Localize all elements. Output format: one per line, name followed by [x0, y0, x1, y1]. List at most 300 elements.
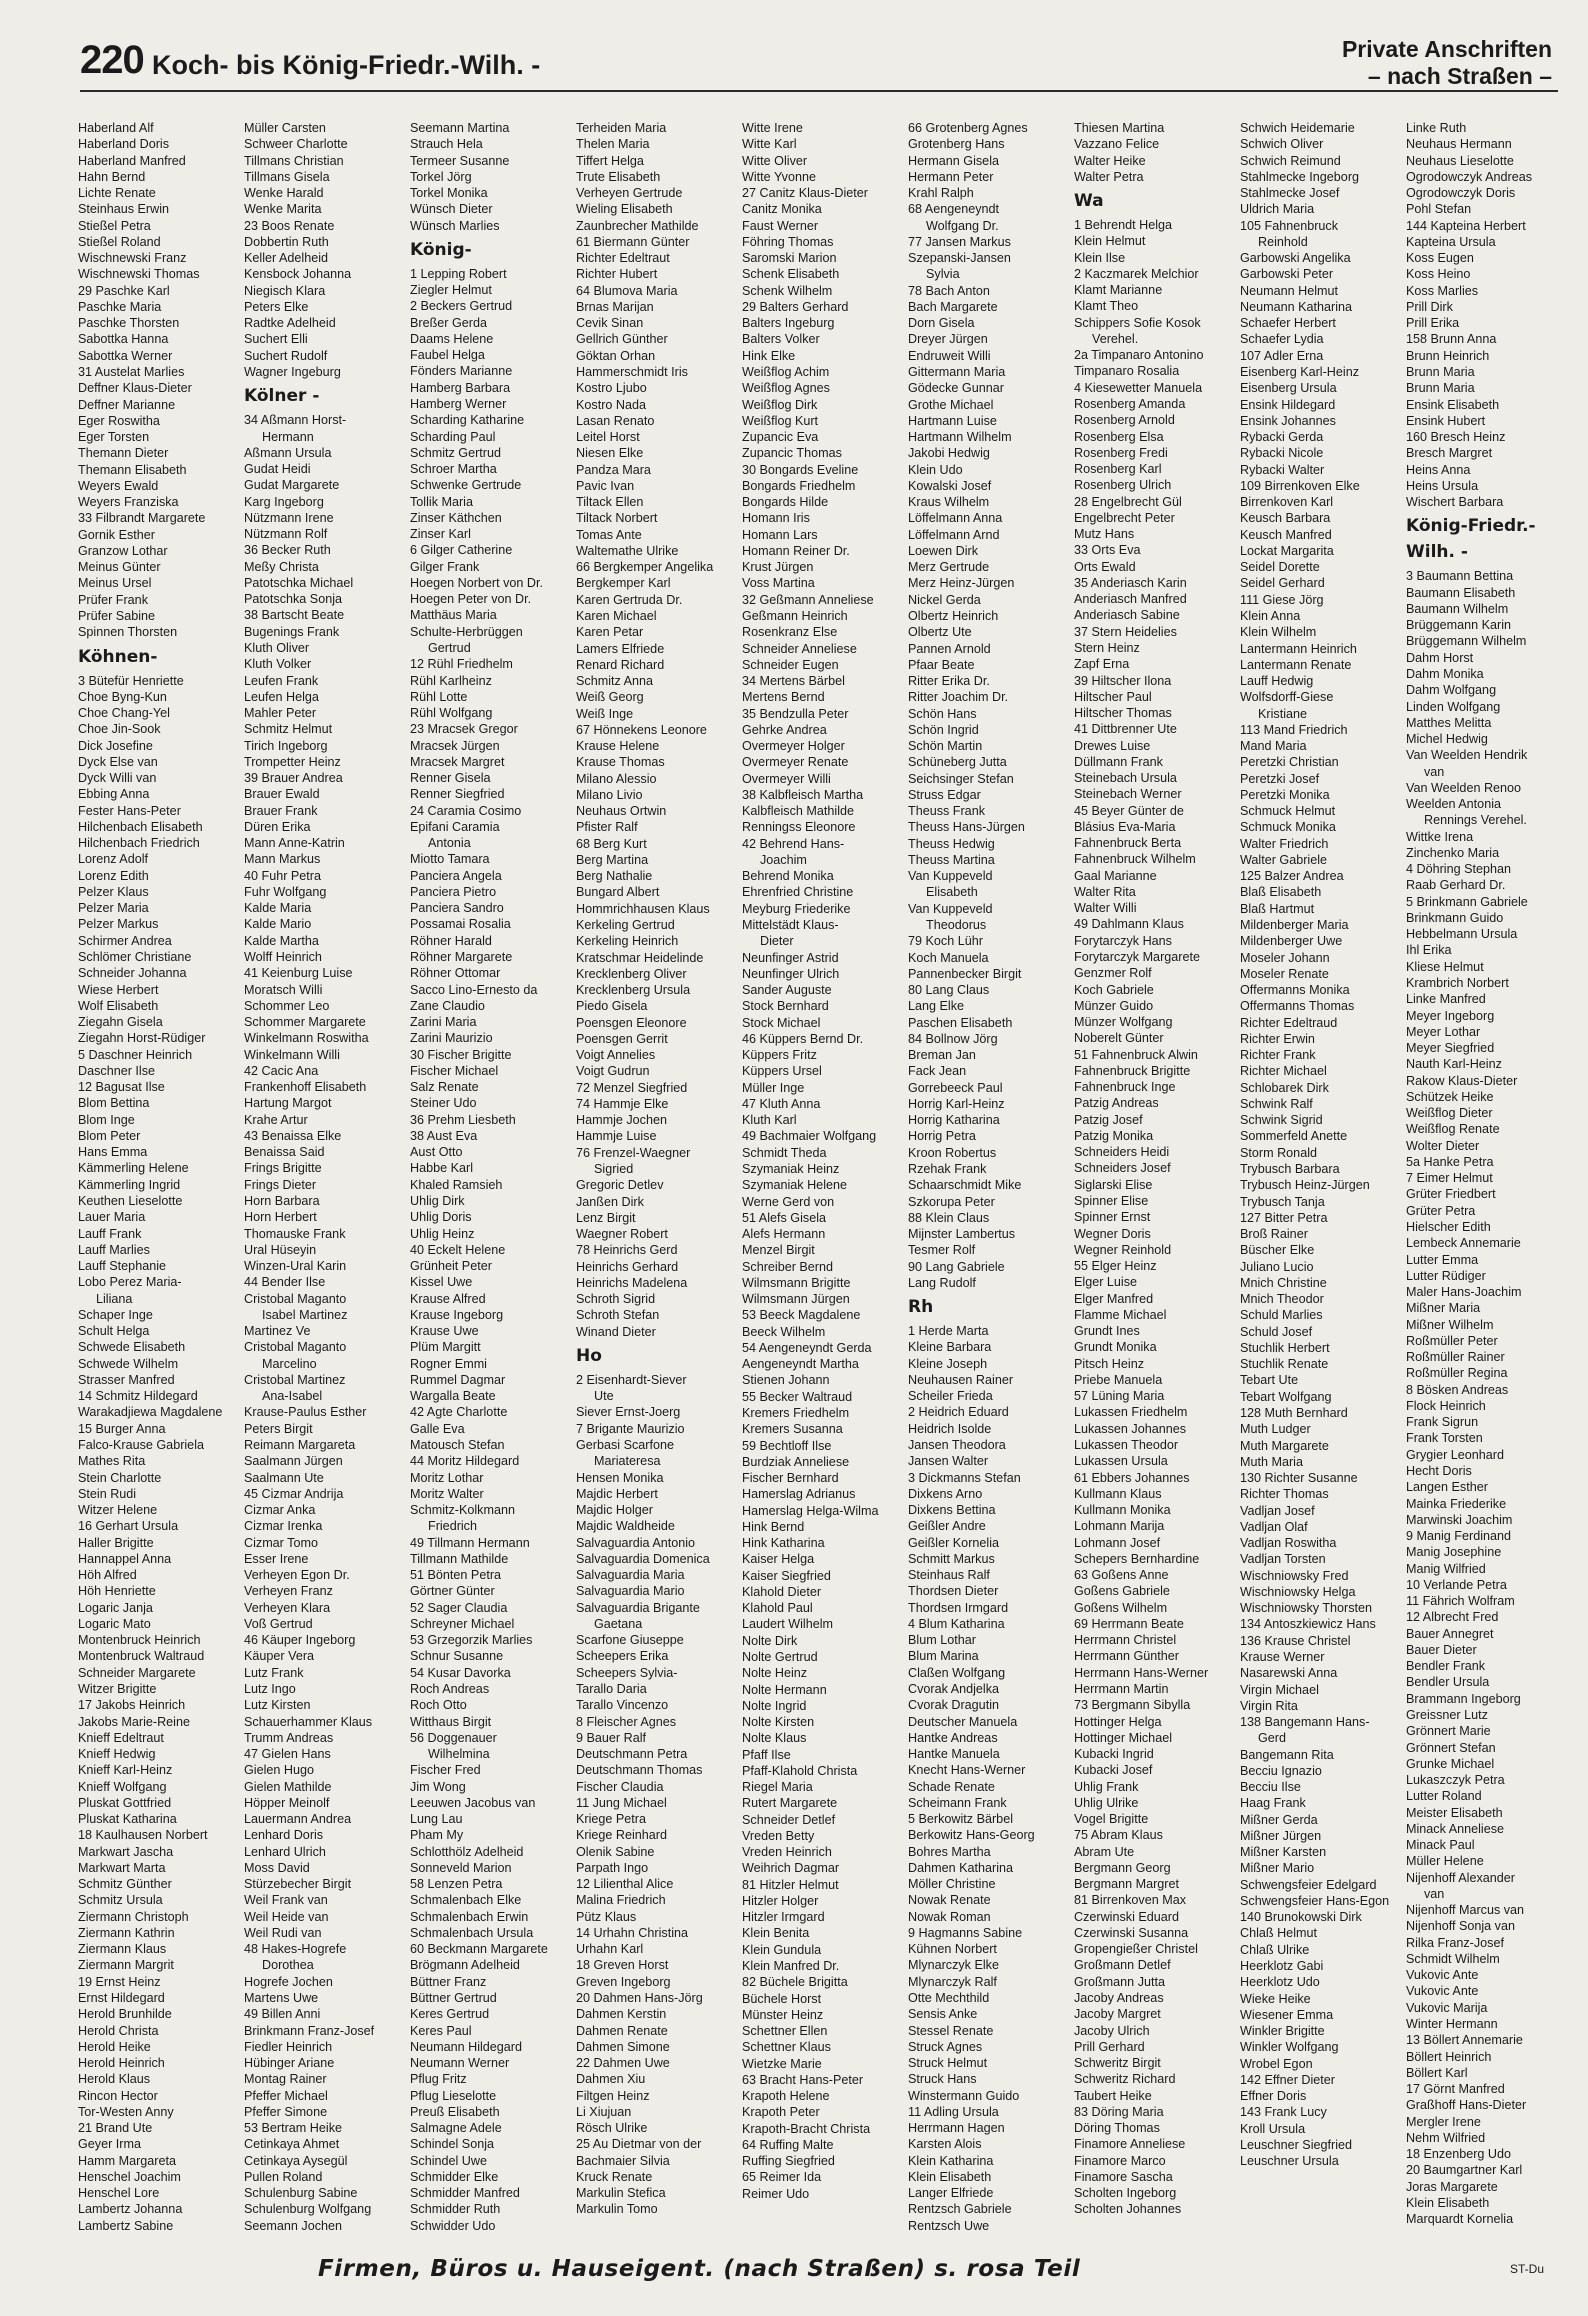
directory-entry: Lenz Birgit	[576, 1210, 636, 1225]
directory-entry: Koss Eugen	[1406, 251, 1474, 266]
directory-entry: Schmidt Theda	[742, 1145, 827, 1160]
directory-entry: Kraus Wilhelm	[908, 495, 990, 510]
directory-entry: Heinrichs Gerhard	[576, 1259, 679, 1274]
directory-entry: Verheyen Klara	[244, 1600, 331, 1615]
directory-entry: Wolff Heinrich	[244, 950, 322, 965]
directory-entry: 17 Jakobs Heinrich	[78, 1698, 186, 1713]
directory-entry: 57 Lüning Maria	[1074, 1389, 1165, 1404]
directory-entry: Nützmann Rolf	[244, 527, 328, 542]
directory-entry: Mlynarczyk Ralf	[908, 1974, 997, 1989]
directory-entry: 4 Blum Katharina	[908, 1616, 1005, 1631]
directory-entry: Wegner Doris	[1074, 1226, 1151, 1241]
directory-entry: Mertens Bernd	[742, 690, 825, 705]
directory-entry: Balters Volker	[742, 332, 820, 347]
directory-entry: Lutz Ingo	[244, 1681, 296, 1696]
directory-entry: Tomas Ante	[576, 527, 642, 542]
directory-entry: Mlynarczyk Elke	[908, 1958, 999, 1973]
directory-entry: Stein Charlotte	[78, 1470, 162, 1485]
directory-entry: 11 Fährich Wolfram	[1406, 1594, 1515, 1609]
directory-entry: 66 Grotenberg Agnes	[908, 121, 1028, 135]
directory-entry: Trompetter Heinz	[244, 754, 341, 769]
directory-entry: Koch Gabriele	[1074, 982, 1154, 997]
directory-entry: 39 Hiltscher Ilona	[1074, 673, 1172, 688]
directory-entry: Renner Siegfried	[410, 787, 505, 802]
directory-entry: Lauermann Andrea	[244, 1812, 352, 1827]
directory-entry: 127 Bitter Petra	[1240, 1210, 1328, 1225]
directory-entry: Behrend Monika	[742, 869, 834, 884]
directory-entry: 49 Billen Anni	[244, 2007, 321, 2022]
directory-entry: Pluskat Gottfried	[78, 1795, 172, 1810]
directory-entry: Steiner Udo	[410, 1096, 477, 1111]
directory-entry: Dick Josefine	[78, 738, 153, 753]
directory-entry: Uhlig Dirk	[410, 1194, 465, 1208]
directory-entry: Richter Hubert	[576, 267, 658, 282]
directory-entry: Piedo Gisela	[576, 999, 648, 1014]
directory-entry: Steinebach Werner	[1074, 787, 1182, 802]
directory-entry: 38 Aust Eva	[410, 1128, 478, 1143]
directory-entry: Matthes Melitta	[1406, 715, 1492, 730]
directory-entry: Jakobs Marie-Reine	[78, 1714, 190, 1729]
directory-entry: Heins Anna	[1406, 462, 1471, 477]
directory-entry: Mildenberger Uwe	[1240, 934, 1343, 949]
directory-entry: Schroer Martha	[410, 462, 497, 477]
directory-entry: 107 Adler Erna	[1240, 348, 1324, 363]
directory-entry: Gilger Frank	[410, 559, 480, 574]
directory-entry-continuation: Mariateresa	[594, 1454, 661, 1469]
directory-entry: Leuschner Siegfried	[1240, 2137, 1353, 2152]
directory-entry: Großmann Detlef	[1074, 1958, 1171, 1973]
directory-entry: Kriege Reinhard	[576, 1828, 668, 1843]
directory-entry: Ritter Erika Dr.	[908, 674, 990, 689]
directory-entry: Parpath Ingo	[576, 1860, 649, 1875]
directory-entry: Eisenberg Ursula	[1240, 381, 1337, 396]
directory-entry: Olbertz Heinrich	[908, 608, 999, 623]
directory-entry: Küppers Ursel	[742, 1064, 822, 1079]
directory-entry: Krahl Ralph	[908, 186, 974, 201]
directory-entry: Lukassen Johannes	[1074, 1421, 1187, 1436]
directory-entry: Wargalla Beate	[410, 1389, 496, 1404]
directory-entry: Mainka Friederike	[1406, 1496, 1507, 1511]
directory-entry: 7 Eimer Helmut	[1406, 1171, 1493, 1186]
directory-entry: Stuchlik Renate	[1240, 1357, 1329, 1372]
directory-entry: 51 Bönten Petra	[410, 1568, 502, 1583]
directory-entry: 44 Moritz Hildegard	[410, 1454, 520, 1469]
directory-entry: Seidel Dorette	[1240, 560, 1320, 575]
directory-entry: Pannen Arnold	[908, 641, 991, 656]
directory-entry: Stahlmecke Ingeborg	[1240, 169, 1360, 184]
directory-entry: Schommer Margarete	[244, 1015, 366, 1030]
directory-column	[576, 120, 742, 2238]
directory-entry: Broß Rainer	[1240, 1227, 1308, 1242]
directory-entry: 88 Klein Claus	[908, 1210, 990, 1225]
directory-entry: 22 Dahmen Uwe	[576, 2056, 670, 2071]
directory-entry: 47 Kluth Anna	[742, 1096, 821, 1111]
directory-entry: Scharding Katharine	[410, 413, 525, 428]
directory-entry: Hink Elke	[742, 348, 796, 363]
directory-entry: Kluth Volker	[244, 657, 312, 672]
directory-entry: Ensink Hubert	[1406, 413, 1486, 428]
directory-entry: Steinebach Ursula	[1074, 771, 1177, 786]
directory-entry: Cevik Sinan	[576, 316, 644, 331]
directory-entry: 60 Beckmann Margarete	[410, 1942, 548, 1957]
directory-entry: 1 Lepping Robert	[410, 266, 507, 281]
directory-entry: Neumann Katharina	[1240, 299, 1353, 314]
directory-entry: 54 Aengeneyndt Gerda	[742, 1340, 872, 1355]
directory-entry: Lantermann Heinrich	[1240, 641, 1357, 656]
directory-entry: Geißler Kornelia	[908, 1535, 999, 1550]
directory-entry: Brnas Marijan	[576, 299, 654, 314]
directory-entry: Fischer Fred	[410, 1763, 481, 1778]
directory-entry: Grotenberg Hans	[908, 137, 1005, 152]
directory-entry: Schippers Sofie Kosok	[1074, 315, 1201, 330]
directory-entry: Bachmaier Silvia	[576, 2153, 670, 2168]
directory-entry: Nasarewski Anna	[1240, 1666, 1338, 1681]
directory-entry: Linke Ruth	[1406, 121, 1467, 135]
directory-entry: Richter Erwin	[1240, 1031, 1315, 1046]
directory-entry: Eger Roswitha	[78, 413, 160, 428]
directory-entry: Brüggemann Wilhelm	[1406, 634, 1527, 649]
directory-entry: Brauer Ewald	[244, 787, 320, 802]
directory-entry: Moseler Renate	[1240, 966, 1329, 981]
directory-entry: Storm Ronald	[1240, 1145, 1317, 1160]
directory-entry: Föhring Thomas	[742, 234, 834, 249]
directory-entry: Cristobal Maganto	[244, 1291, 347, 1306]
directory-entry: 2 Kaczmarek Melchior	[1074, 266, 1199, 281]
directory-entry: 23 Mracsek Gregor	[410, 722, 518, 737]
directory-entry: Kissel Uwe	[410, 1275, 473, 1290]
directory-entry: Hilchenbach Friedrich	[78, 836, 200, 851]
directory-entry: Balters Ingeburg	[742, 316, 835, 331]
directory-entry: Tirich Ingeborg	[244, 738, 328, 753]
directory-entry: Hans Emma	[78, 1145, 148, 1160]
directory-entry: Prill Gerhard	[1074, 2039, 1145, 2054]
directory-entry: Kaiser Siegfried	[742, 1568, 831, 1583]
directory-entry: Schmuck Helmut	[1240, 804, 1336, 819]
page-footer	[0, 2250, 1588, 2300]
directory-entry: Schlömer Christiane	[78, 950, 192, 965]
directory-entry: 64 Blumova Maria	[576, 283, 678, 298]
directory-entry: Krecklenberg Oliver	[576, 966, 687, 981]
directory-entry: Patotschka Michael	[244, 575, 354, 590]
directory-entry: Berkowitz Hans-Georg	[908, 1828, 1035, 1843]
directory-entry: Brüggemann Karin	[1406, 618, 1512, 633]
directory-entry: Kroll Ursula	[1240, 2121, 1306, 2136]
directory-entry: Witzer Brigitte	[78, 1681, 157, 1696]
directory-entry: Schneider Eugen	[742, 657, 839, 672]
directory-entry: Kleine Barbara	[908, 1340, 992, 1355]
directory-entry: Torkel Monika	[410, 186, 488, 201]
directory-entry: Rincon Hector	[78, 2088, 158, 2103]
directory-entry: Radtke Adelheid	[244, 316, 336, 331]
directory-column	[742, 120, 908, 2238]
directory-entry: Krause Uwe	[410, 1324, 479, 1339]
directory-entry: Merz Heinz-Jürgen	[908, 576, 1015, 591]
directory-entry: Pflug Fritz	[410, 2072, 467, 2087]
directory-entry: Karen Petar	[576, 625, 644, 640]
directory-entry: Rosenberg Elsa	[1074, 429, 1164, 444]
directory-entry: Sacco Lino-Ernesto da	[410, 982, 538, 997]
directory-entry: Bergmann Margret	[1074, 1877, 1179, 1892]
directory-entry: Prüfer Sabine	[78, 608, 156, 623]
directory-entry: 4 Döhring Stephan	[1406, 862, 1512, 877]
directory-entry: 24 Caramia Cosimo	[410, 803, 522, 818]
directory-entry: 30 Bongards Eveline	[742, 462, 859, 477]
directory-entry: Hamerslag Adrianus	[742, 1487, 856, 1502]
directory-entry: Stießel Petra	[78, 218, 151, 233]
directory-entry: 160 Bresch Heinz	[1406, 430, 1506, 445]
directory-entry: Keusch Barbara	[1240, 511, 1331, 526]
directory-entry: Meßy Christa	[244, 559, 319, 574]
directory-entry: Keller Adelheid	[244, 251, 329, 266]
directory-entry: 41 Dittbrenner Ute	[1074, 722, 1177, 737]
directory-entry: Richter Michael	[1240, 1064, 1327, 1079]
directory-entry: Ural Hüseyin	[244, 1242, 317, 1257]
directory-entry: Herold Brunhilde	[78, 2007, 172, 2022]
directory-entry: Wrobel Egon	[1240, 2056, 1313, 2071]
directory-entry: Trybusch Tanja	[1240, 1194, 1325, 1209]
directory-entry: Görtner Günter	[410, 1584, 495, 1599]
directory-entry: 90 Lang Gabriele	[908, 1259, 1005, 1274]
directory-entry: Karsten Alois	[908, 2137, 982, 2152]
directory-entry: Strauch Hela	[410, 137, 483, 152]
directory-entry: Schlobarek Dirk	[1240, 1080, 1329, 1095]
directory-entry: 73 Bergmann Sibylla	[1074, 1698, 1191, 1713]
directory-entry: Hogrefe Jochen	[244, 1974, 333, 1989]
directory-entry: Schaper Inge	[78, 1307, 153, 1322]
directory-entry: Pfaar Beate	[908, 657, 975, 672]
directory-entry: Schweritz Birgit	[1074, 2056, 1161, 2071]
directory-entry: Finamore Marco	[1074, 2153, 1166, 2168]
directory-entry: Rosenkranz Else	[742, 625, 838, 640]
directory-entry: Lambertz Sabine	[78, 2218, 174, 2233]
directory-entry: Keuthen Lieselotte	[78, 1194, 183, 1208]
directory-entry: Walter Petra	[1074, 169, 1144, 184]
directory-entry: Scheepers Erika	[576, 1649, 669, 1664]
directory-entry: Juliano Lucio	[1240, 1259, 1314, 1274]
directory-entry: Grygier Leonhard	[1406, 1447, 1505, 1462]
directory-entry: Wilmsmann Jürgen	[742, 1292, 850, 1307]
directory-entry: Roßmüller Peter	[1406, 1333, 1498, 1348]
directory-entry: 35 Bendzulla Peter	[742, 706, 849, 721]
directory-entry: Burdziak Anneliese	[742, 1454, 850, 1469]
directory-entry: Neumann Hildegard	[410, 2039, 523, 2054]
directory-entry: Manig Josephine	[1406, 1545, 1502, 1560]
directory-entry: Wilmsmann Brigitte	[742, 1275, 851, 1290]
directory-entry: Herrmann Günther	[1074, 1649, 1179, 1664]
directory-entry: Theuss Frank	[908, 804, 985, 819]
directory-entry: Büscher Elke	[1240, 1243, 1315, 1258]
directory-entry: Witzer Helene	[78, 1503, 158, 1518]
directory-entry: Markulin Stefica	[576, 2186, 666, 2201]
directory-entry: Kaiser Helga	[742, 1552, 815, 1567]
directory-entry: 43 Benaissa Elke	[244, 1128, 342, 1143]
directory-entry: Brinkmann Franz-Josef	[244, 2023, 375, 2038]
directory-entry: Choe Chang-Yel	[78, 706, 170, 721]
directory-entry: Warakadjiewa Magdalene	[78, 1405, 223, 1420]
directory-entry: Uhlig Ulrike	[1074, 1795, 1139, 1810]
directory-entry: Stessel Renate	[908, 2023, 994, 2038]
directory-entry: Granzow Lothar	[78, 543, 168, 558]
directory-entry: 5 Berkowitz Bärbel	[908, 1812, 1013, 1827]
directory-entry: Hielscher Edith	[1406, 1220, 1491, 1234]
directory-entry: Patotschka Sonja	[244, 592, 343, 607]
directory-entry: Göktan Orhan	[576, 348, 656, 363]
directory-entry: Nolte Dirk	[742, 1633, 798, 1648]
directory-entry: Kostro Nada	[576, 397, 647, 412]
directory-entry: Schulenburg Sabine	[244, 2186, 358, 2201]
directory-entry: Hamberg Barbara	[410, 380, 511, 395]
directory-entry: Leeuwen Jacobus van	[410, 1795, 536, 1810]
directory-entry: 69 Herrmann Beate	[1074, 1616, 1184, 1631]
directory-entry: 61 Biermann Günter	[576, 234, 690, 249]
directory-entry: Neumann Werner	[410, 2056, 510, 2071]
directory-entry: Berg Martina	[576, 852, 649, 867]
directory-entry: Krause Ingeborg	[410, 1307, 504, 1322]
directory-entry-continuation: Gaetana	[594, 1616, 643, 1631]
directory-entry: Ehrenfried Christine	[742, 885, 854, 900]
directory-entry: 44 Bender Ilse	[244, 1275, 326, 1290]
directory-entry: Kowalski Josef	[908, 478, 992, 493]
directory-entry: Wischniowsky Thorsten	[1240, 1601, 1373, 1616]
directory-entry: Werne Gerd von	[742, 1194, 835, 1209]
directory-entry: Lauer Maria	[78, 1210, 146, 1225]
directory-entry: Sander Auguste	[742, 983, 832, 998]
directory-entry: Neuhaus Lieselotte	[1406, 153, 1514, 168]
directory-entry: Hink Bernd	[742, 1519, 805, 1534]
directory-entry: Schwede Elisabeth	[78, 1340, 186, 1355]
directory-entry: Schwidder Udo	[410, 2218, 496, 2233]
directory-entry: Epifani Caramia	[410, 819, 500, 834]
directory-entry: Mracsek Margret	[410, 754, 505, 769]
directory-entry: Theuss Hans-Jürgen	[908, 820, 1025, 835]
directory-entry: Majdic Holger	[576, 1503, 653, 1518]
directory-entry: Dahm Horst	[1406, 650, 1474, 665]
directory-entry: Gödecke Gunnar	[908, 381, 1004, 396]
directory-entry: Struck Agnes	[908, 2039, 983, 2054]
directory-entry: 52 Sager Claudia	[410, 1600, 508, 1615]
directory-entry-continuation: Rennings Verehel.	[1424, 813, 1527, 828]
directory-entry: Milano Livio	[576, 787, 643, 802]
directory-entry: Herrmann Christel	[1074, 1633, 1177, 1648]
directory-entry: Lenhard Ulrich	[244, 1844, 326, 1859]
directory-entry: Stahlmecke Josef	[1240, 186, 1340, 201]
directory-entry: Ziegahn Gisela	[78, 1015, 163, 1030]
directory-entry: Ogrodowczyk Doris	[1406, 186, 1516, 201]
directory-entry: Wieling Elisabeth	[576, 202, 673, 217]
directory-entry: Gielen Hugo	[244, 1763, 315, 1778]
directory-entry: 11 Jung Michael	[576, 1795, 667, 1810]
directory-entry: 36 Prehm Liesbeth	[410, 1112, 516, 1127]
directory-entry: Fuhr Wolfgang	[244, 884, 327, 899]
directory-entry: Matousch Stefan	[410, 1437, 505, 1452]
directory-entry: Trybusch Barbara	[1240, 1162, 1340, 1176]
directory-entry: 59 Bechtloff Ilse	[742, 1438, 832, 1453]
directory-entry: Uhlig Heinz	[410, 1226, 475, 1241]
directory-entry: Dahmen Xiu	[576, 2072, 646, 2087]
directory-entry: Schaefer Herbert	[1240, 316, 1336, 331]
directory-entry: Markwart Marta	[78, 1860, 166, 1875]
directory-entry-continuation: Sylvia	[926, 267, 960, 282]
directory-entry: Paschke Thorsten	[78, 316, 180, 331]
directory-entry: 21 Brand Ute	[78, 2121, 153, 2136]
directory-entry: Jacoby Ulrich	[1074, 2023, 1150, 2038]
directory-entry: Witthaus Birgit	[410, 1714, 492, 1729]
directory-entry: Birrenkoven Karl	[1240, 495, 1334, 510]
directory-entry: Nolte Kirsten	[742, 1715, 815, 1730]
directory-entry: Deutscher Manuela	[908, 1714, 1018, 1729]
directory-entry: 39 Brauer Andrea	[244, 771, 343, 786]
directory-entry: Hammje Luise	[576, 1129, 657, 1144]
directory-entry: Kostro Ljubo	[576, 381, 647, 396]
directory-entry: Faubel Helga	[410, 348, 485, 363]
directory-entry: Müller Carsten	[244, 121, 326, 135]
directory-entry: Saromski Marion	[742, 251, 837, 266]
directory-entry: Becciu Ignazio	[1240, 1763, 1322, 1778]
directory-entry: Neuhausen Rainer	[908, 1372, 1014, 1387]
directory-entry: Anderiasch Manfred	[1074, 592, 1187, 607]
directory-entry: Sommerfeld Anette	[1240, 1129, 1348, 1144]
directory-entry: Szymaniak Heinz	[742, 1162, 840, 1176]
directory-entry: 33 Orts Eva	[1074, 543, 1141, 558]
directory-entry: Wietzke Marie	[742, 2056, 822, 2071]
directory-entry: Hottinger Michael	[1074, 1730, 1172, 1745]
directory-entry: 47 Gielen Hans	[244, 1747, 331, 1762]
directory-entry: Vadljan Roswitha	[1240, 1536, 1337, 1551]
directory-entry: Hoegen Peter von Dr.	[410, 592, 532, 607]
directory-entry: Schmalenbach Ursula	[410, 1925, 534, 1940]
directory-entry: 63 Bracht Hans-Peter	[742, 2072, 864, 2087]
directory-entry-continuation: Gerd	[1258, 1731, 1286, 1746]
directory-entry: Vadljan Josef	[1240, 1503, 1315, 1518]
directory-entry: Winzen-Ural Karin	[244, 1259, 347, 1274]
directory-entry: Zinchenko Maria	[1406, 845, 1500, 860]
directory-entry: Lutter Roland	[1406, 1789, 1482, 1804]
section-title-line2: – nach Straßen –	[1367, 63, 1552, 89]
directory-entry: Cizmar Irenka	[244, 1519, 323, 1534]
directory-entry: Gudat Heidi	[244, 462, 311, 477]
street-heading: Ho	[576, 1345, 602, 1366]
directory-entry: Winstermann Guido	[908, 2088, 1020, 2103]
directory-entry: 80 Lang Claus	[908, 983, 990, 998]
directory-entry: Cristobal Maganto	[244, 1340, 347, 1355]
directory-entry: Gerbasi Scarfone	[576, 1437, 675, 1452]
directory-entry: Horrig Petra	[908, 1129, 976, 1144]
directory-entry: Dobbertin Ruth	[244, 234, 329, 249]
directory-entry: 29 Balters Gerhard	[742, 299, 849, 314]
directory-entry: Steinhaus Ralf	[908, 1568, 990, 1583]
directory-entry: 5a Hanke Petra	[1406, 1154, 1494, 1169]
directory-entry: Weißflog Kurt	[742, 413, 819, 428]
directory-entry: Weißflog Dieter	[1406, 1106, 1493, 1121]
directory-entry: Weihrich Dagmar	[742, 1861, 840, 1876]
directory-entry: Höh Henriette	[78, 1584, 156, 1599]
directory-entry: Mand Maria	[1240, 739, 1307, 754]
directory-entry: 78 Bach Anton	[908, 283, 990, 298]
directory-entry: Horrig Katharina	[908, 1113, 1000, 1128]
directory-entry: Klein Benita	[742, 1926, 810, 1941]
directory-entry: Poensgen Eleonore	[576, 1015, 687, 1030]
directory-entry: Brinkmann Guido	[1406, 910, 1504, 925]
directory-entry: Zinser Käthchen	[410, 510, 502, 525]
directory-entry: Orts Ewald	[1074, 559, 1136, 574]
directory-entry: Mißner Mario	[1240, 1861, 1315, 1876]
directory-entry: Siever Ernst-Joerg	[576, 1405, 681, 1420]
page-number: 220	[80, 38, 144, 82]
directory-entry: Krause Helene	[576, 739, 660, 754]
directory-entry: Ernst Hildegard	[78, 1991, 165, 2006]
directory-entry: Struck Helmut	[908, 2056, 988, 2071]
directory-entry: Kroon Robertus	[908, 1145, 997, 1160]
